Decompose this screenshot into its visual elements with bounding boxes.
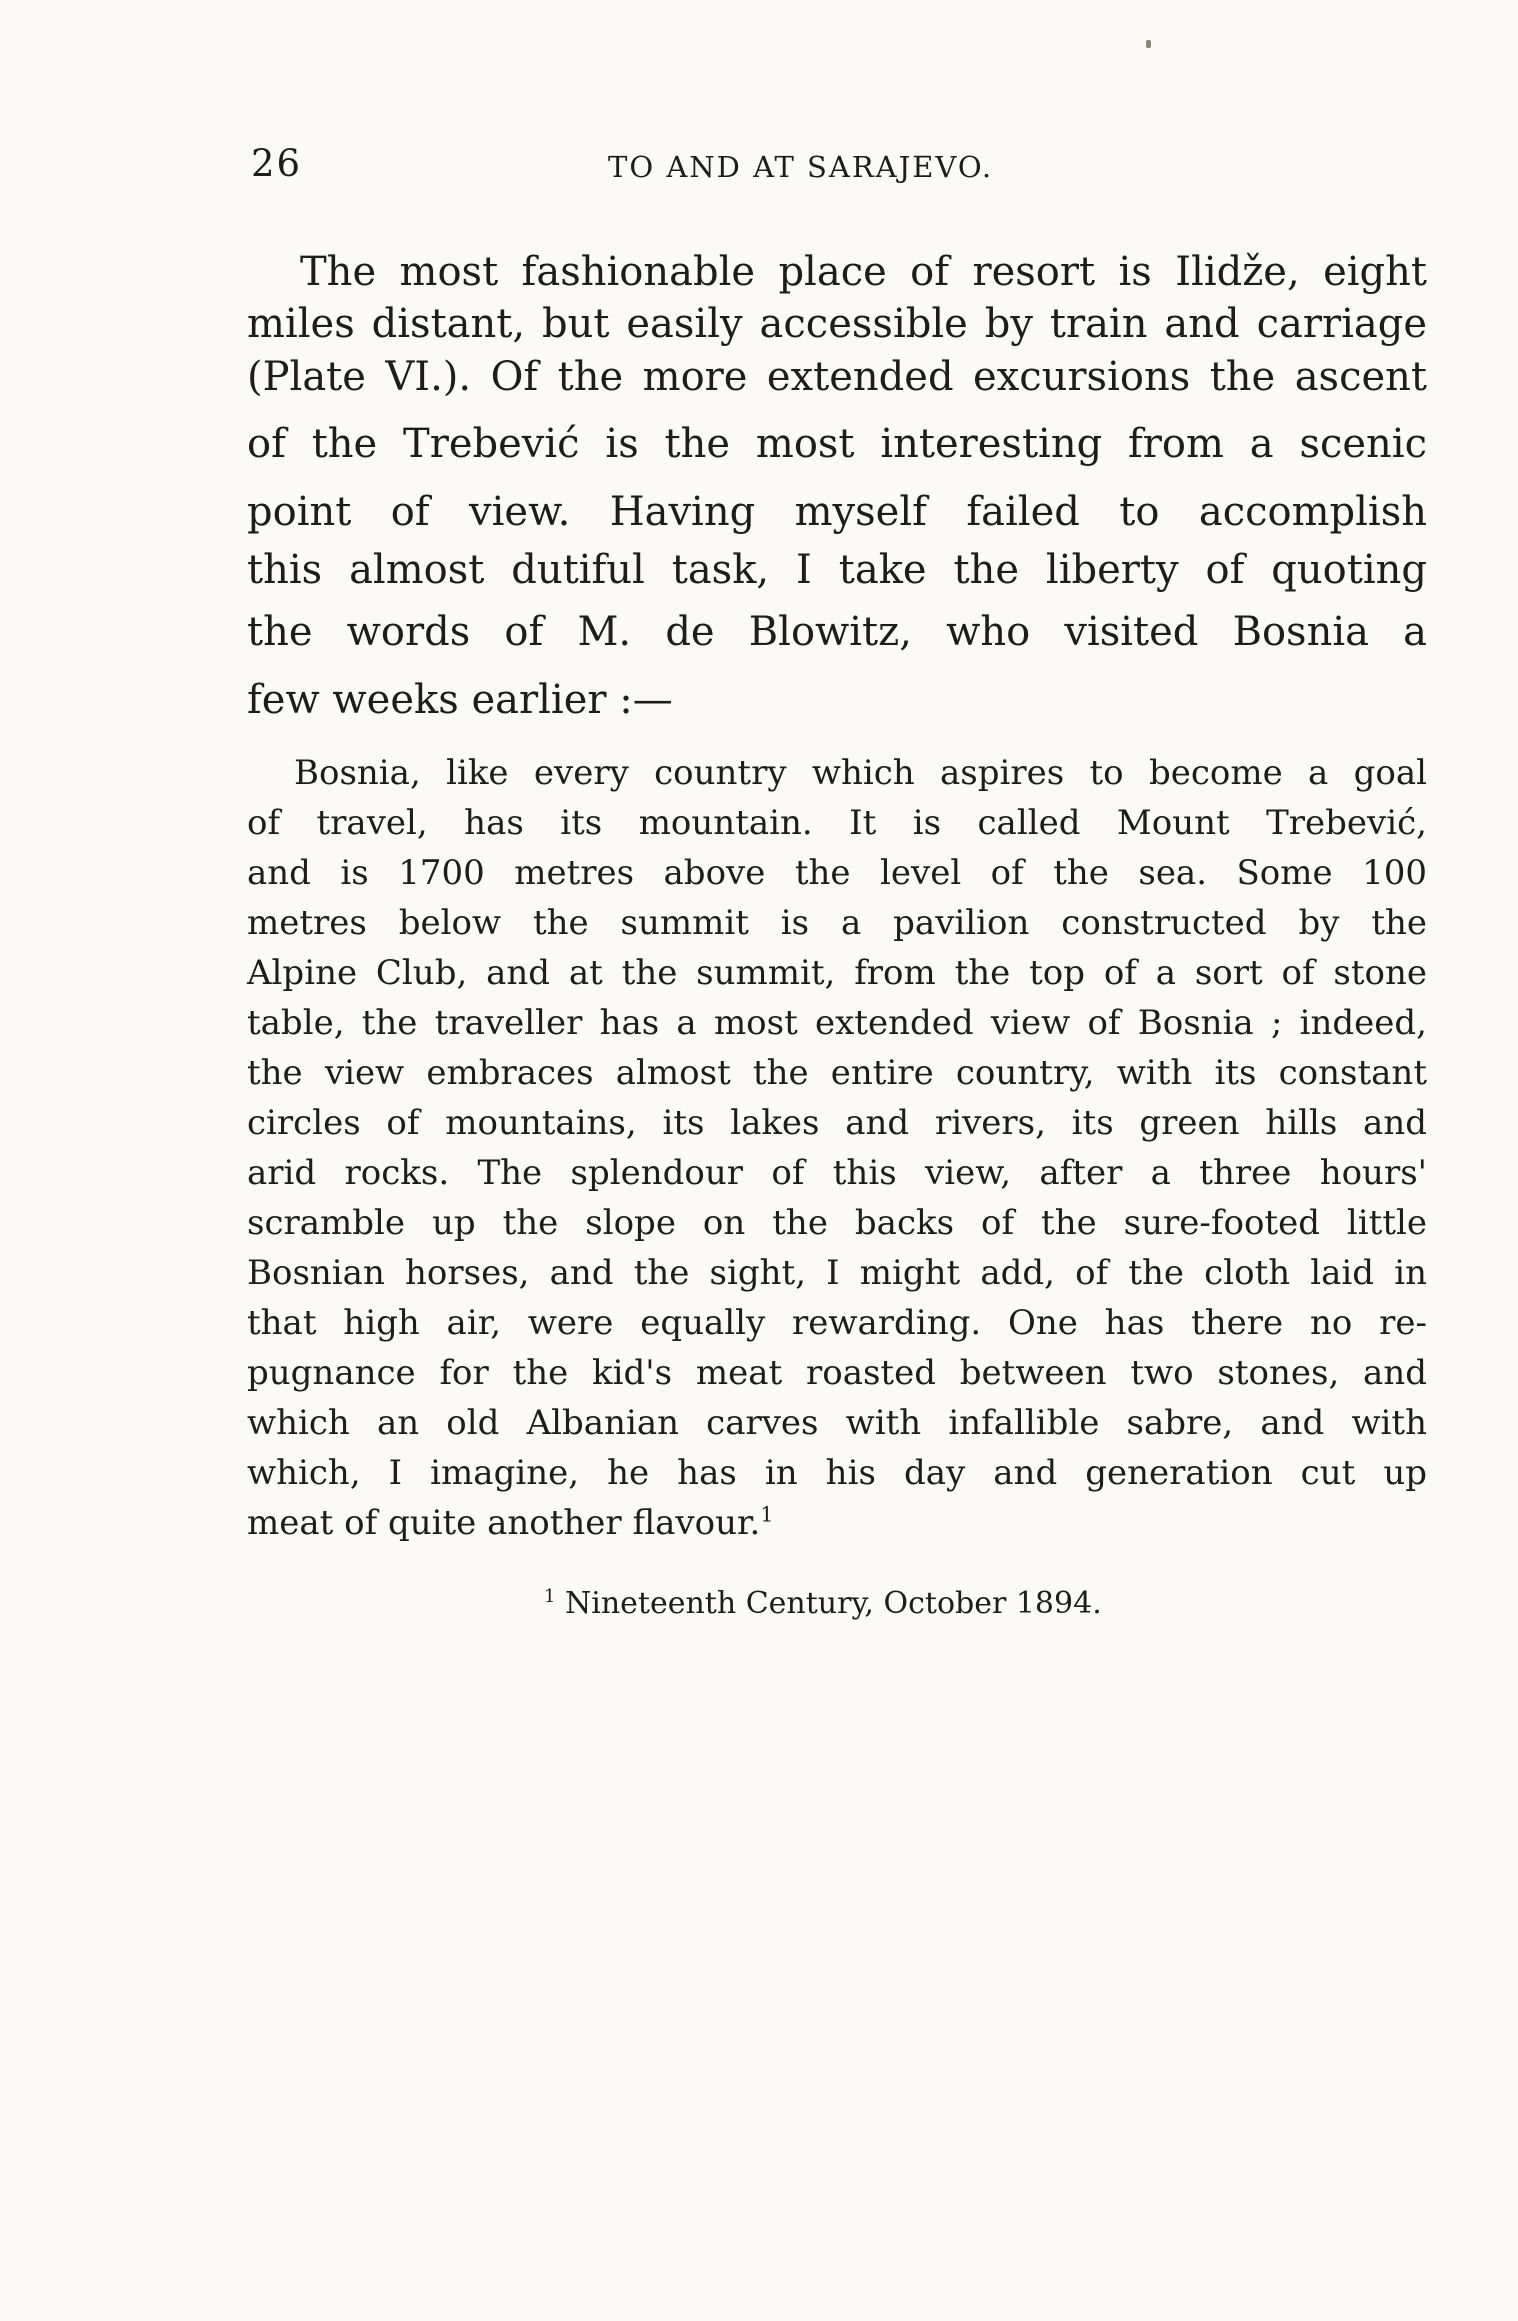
quote-line: Bosnian horses, and the sight, I might add, of the cloth laid in: [247, 1253, 1427, 1293]
quote-line: circles of mountains, its lakes and rivers, its green hills and: [247, 1103, 1427, 1143]
quote-line: table, the traveller has a most extended view of Bosnia ; indeed,: [247, 1003, 1427, 1043]
ink-speck: [1146, 40, 1151, 48]
quote-line: which, I imagine, he has in his day and generation cut up: [247, 1453, 1427, 1493]
paragraph-line: few weeks earlier :—: [247, 677, 673, 723]
quote-line: metres below the summit is a pavilion constructed by the: [247, 903, 1427, 943]
paragraph-line: this almost dutiful task, I take the liberty of quoting: [247, 547, 1427, 593]
quote-line: scramble up the slope on the backs of the sure-footed little: [247, 1203, 1427, 1243]
paragraph-line: The most fashionable place of resort is Ilidže, eight: [300, 249, 1427, 295]
quote-line: of travel, has its mountain. It is called Mount Trebević,: [247, 803, 1427, 843]
quote-line-text: meat of quite another flavour.: [247, 1503, 761, 1543]
quote-line: and is 1700 metres above the level of the sea. Some 100: [247, 853, 1427, 893]
footnote-text: Nineteenth Century, October 1894.: [565, 1586, 1102, 1621]
quote-line: the view embraces almost the entire country, with its constant: [247, 1053, 1427, 1093]
paragraph-line: of the Trebević is the most interesting from a scenic: [247, 421, 1427, 467]
page-number: 26: [251, 142, 303, 185]
quote-line: Alpine Club, and at the summit, from the top of a sort of stone: [247, 953, 1427, 993]
paragraph-line: point of view. Having myself failed to accomplish: [247, 489, 1427, 535]
quote-line: that high air, were equally rewarding. One has there no re-: [247, 1303, 1427, 1343]
paragraph-line: (Plate VI.). Of the more extended excursions the ascent: [247, 354, 1427, 400]
quote-line: Bosnia, like every country which aspires to become a goal: [294, 753, 1427, 793]
paragraph-line: miles distant, but easily accessible by train and carriage: [247, 301, 1427, 347]
quote-line: arid rocks. The splendour of this view, after a three hours': [247, 1153, 1427, 1193]
running-title: TO AND AT SARAJEVO.: [608, 150, 994, 184]
paragraph-line: the words of M. de Blowitz, who visited Bosnia a: [247, 609, 1427, 655]
quote-line: pugnance for the kid's meat roasted between two stones, and: [247, 1353, 1427, 1393]
quote-line: which an old Albanian carves with infallible sabre, and with: [247, 1403, 1427, 1443]
quote-line-last: [247, 1502, 1427, 1544]
footnote: [544, 1586, 1102, 1622]
footnote-marker: 1: [544, 1586, 556, 1607]
footnote-reference: 1: [760, 1502, 774, 1527]
